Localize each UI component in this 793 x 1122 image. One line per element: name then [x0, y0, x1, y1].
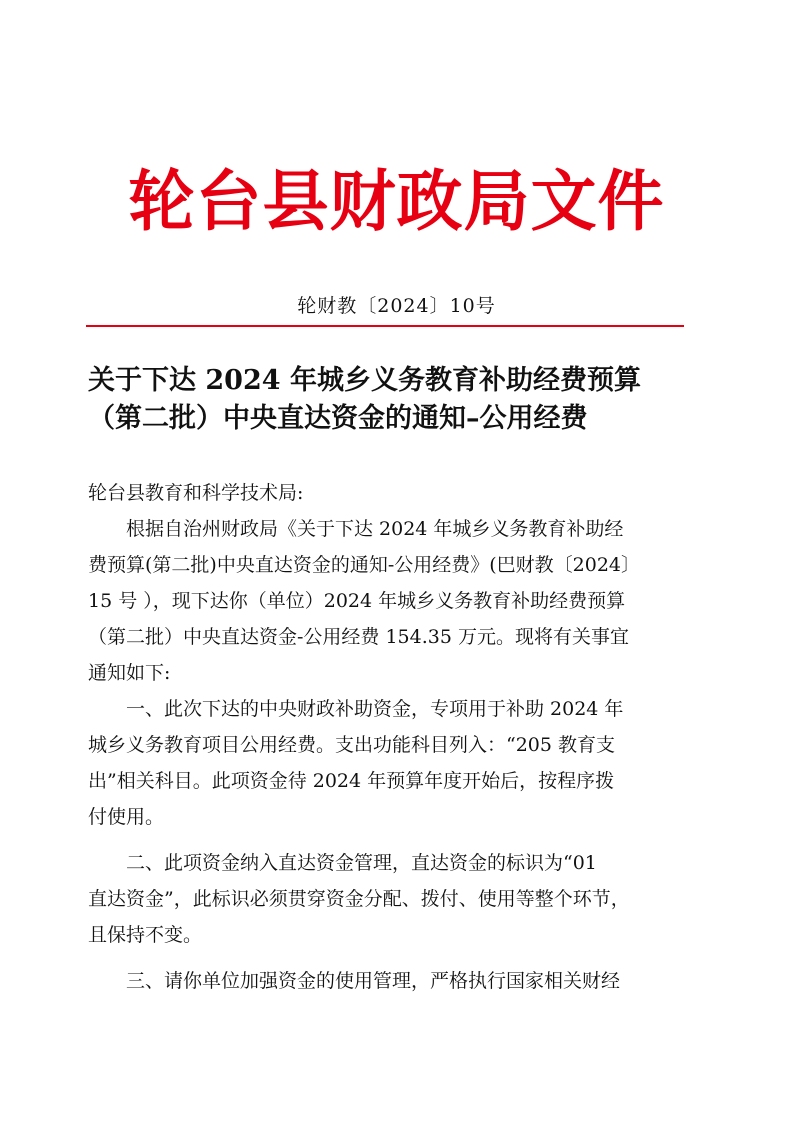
document-number: 轮财教〔2024〕10号 [297, 295, 496, 317]
item-3-paragraph [88, 963, 688, 999]
item-2-paragraph [88, 845, 688, 953]
intro-line-1: 根据自治州财政局《关于下达 2024 年城乡义务教育补助经 [126, 518, 624, 540]
item2-line-1: 二、此项资金纳入直达资金管理，直达资金的标识为“01 [126, 852, 597, 874]
intro-line-4: （第二批）中央直达资金-公用经费 154.35 万元。现将有关事宜 [88, 626, 629, 648]
paragraph-gap [88, 953, 688, 963]
document-body [88, 475, 688, 999]
item1-line-4: 付使用。 [88, 806, 165, 828]
addressee: 轮台县教育和科学技术局: [88, 482, 304, 504]
item2-line-3: 且保持不变。 [88, 924, 203, 946]
title-line-1: 关于下达 2024 年城乡义务教育补助经费预算 [88, 365, 641, 396]
intro-line-3: 15 号 ），现下达你（单位）2024 年城乡义务教育补助经费预算 [88, 590, 626, 612]
item3-line-1: 三、请你单位加强资金的使用管理，严格执行国家相关财经 [126, 970, 621, 992]
paragraph-gap [88, 835, 688, 845]
intro-line-5: 通知如下: [88, 662, 171, 684]
item1-line-1: 一、此次下达的中央财政补助资金，专项用于补助 2024 年 [126, 698, 624, 720]
document-title [88, 362, 688, 438]
red-divider-line [86, 325, 684, 327]
intro-paragraph [88, 511, 688, 691]
title-line-2: （第二批）中央直达资金的通知–公用经费 [88, 403, 588, 434]
masthead-title: 轮台县财政局文件 [128, 162, 665, 240]
item1-line-3: 出”相关科目。此项资金待 2024 年预算年度开始后，按程序拨 [88, 770, 615, 792]
item-1-paragraph [88, 691, 688, 835]
intro-line-2: 费预算(第二批)中央直达资金的通知-公用经费》(巴财教〔2024〕 [88, 554, 641, 576]
item1-line-2: 城乡义务教育项目公用经费。支出功能科目列入：“205 教育支 [88, 734, 616, 756]
item2-line-2: 直达资金”，此标识必须贯穿资金分配、拨付、使用等整个环节， [88, 888, 630, 910]
